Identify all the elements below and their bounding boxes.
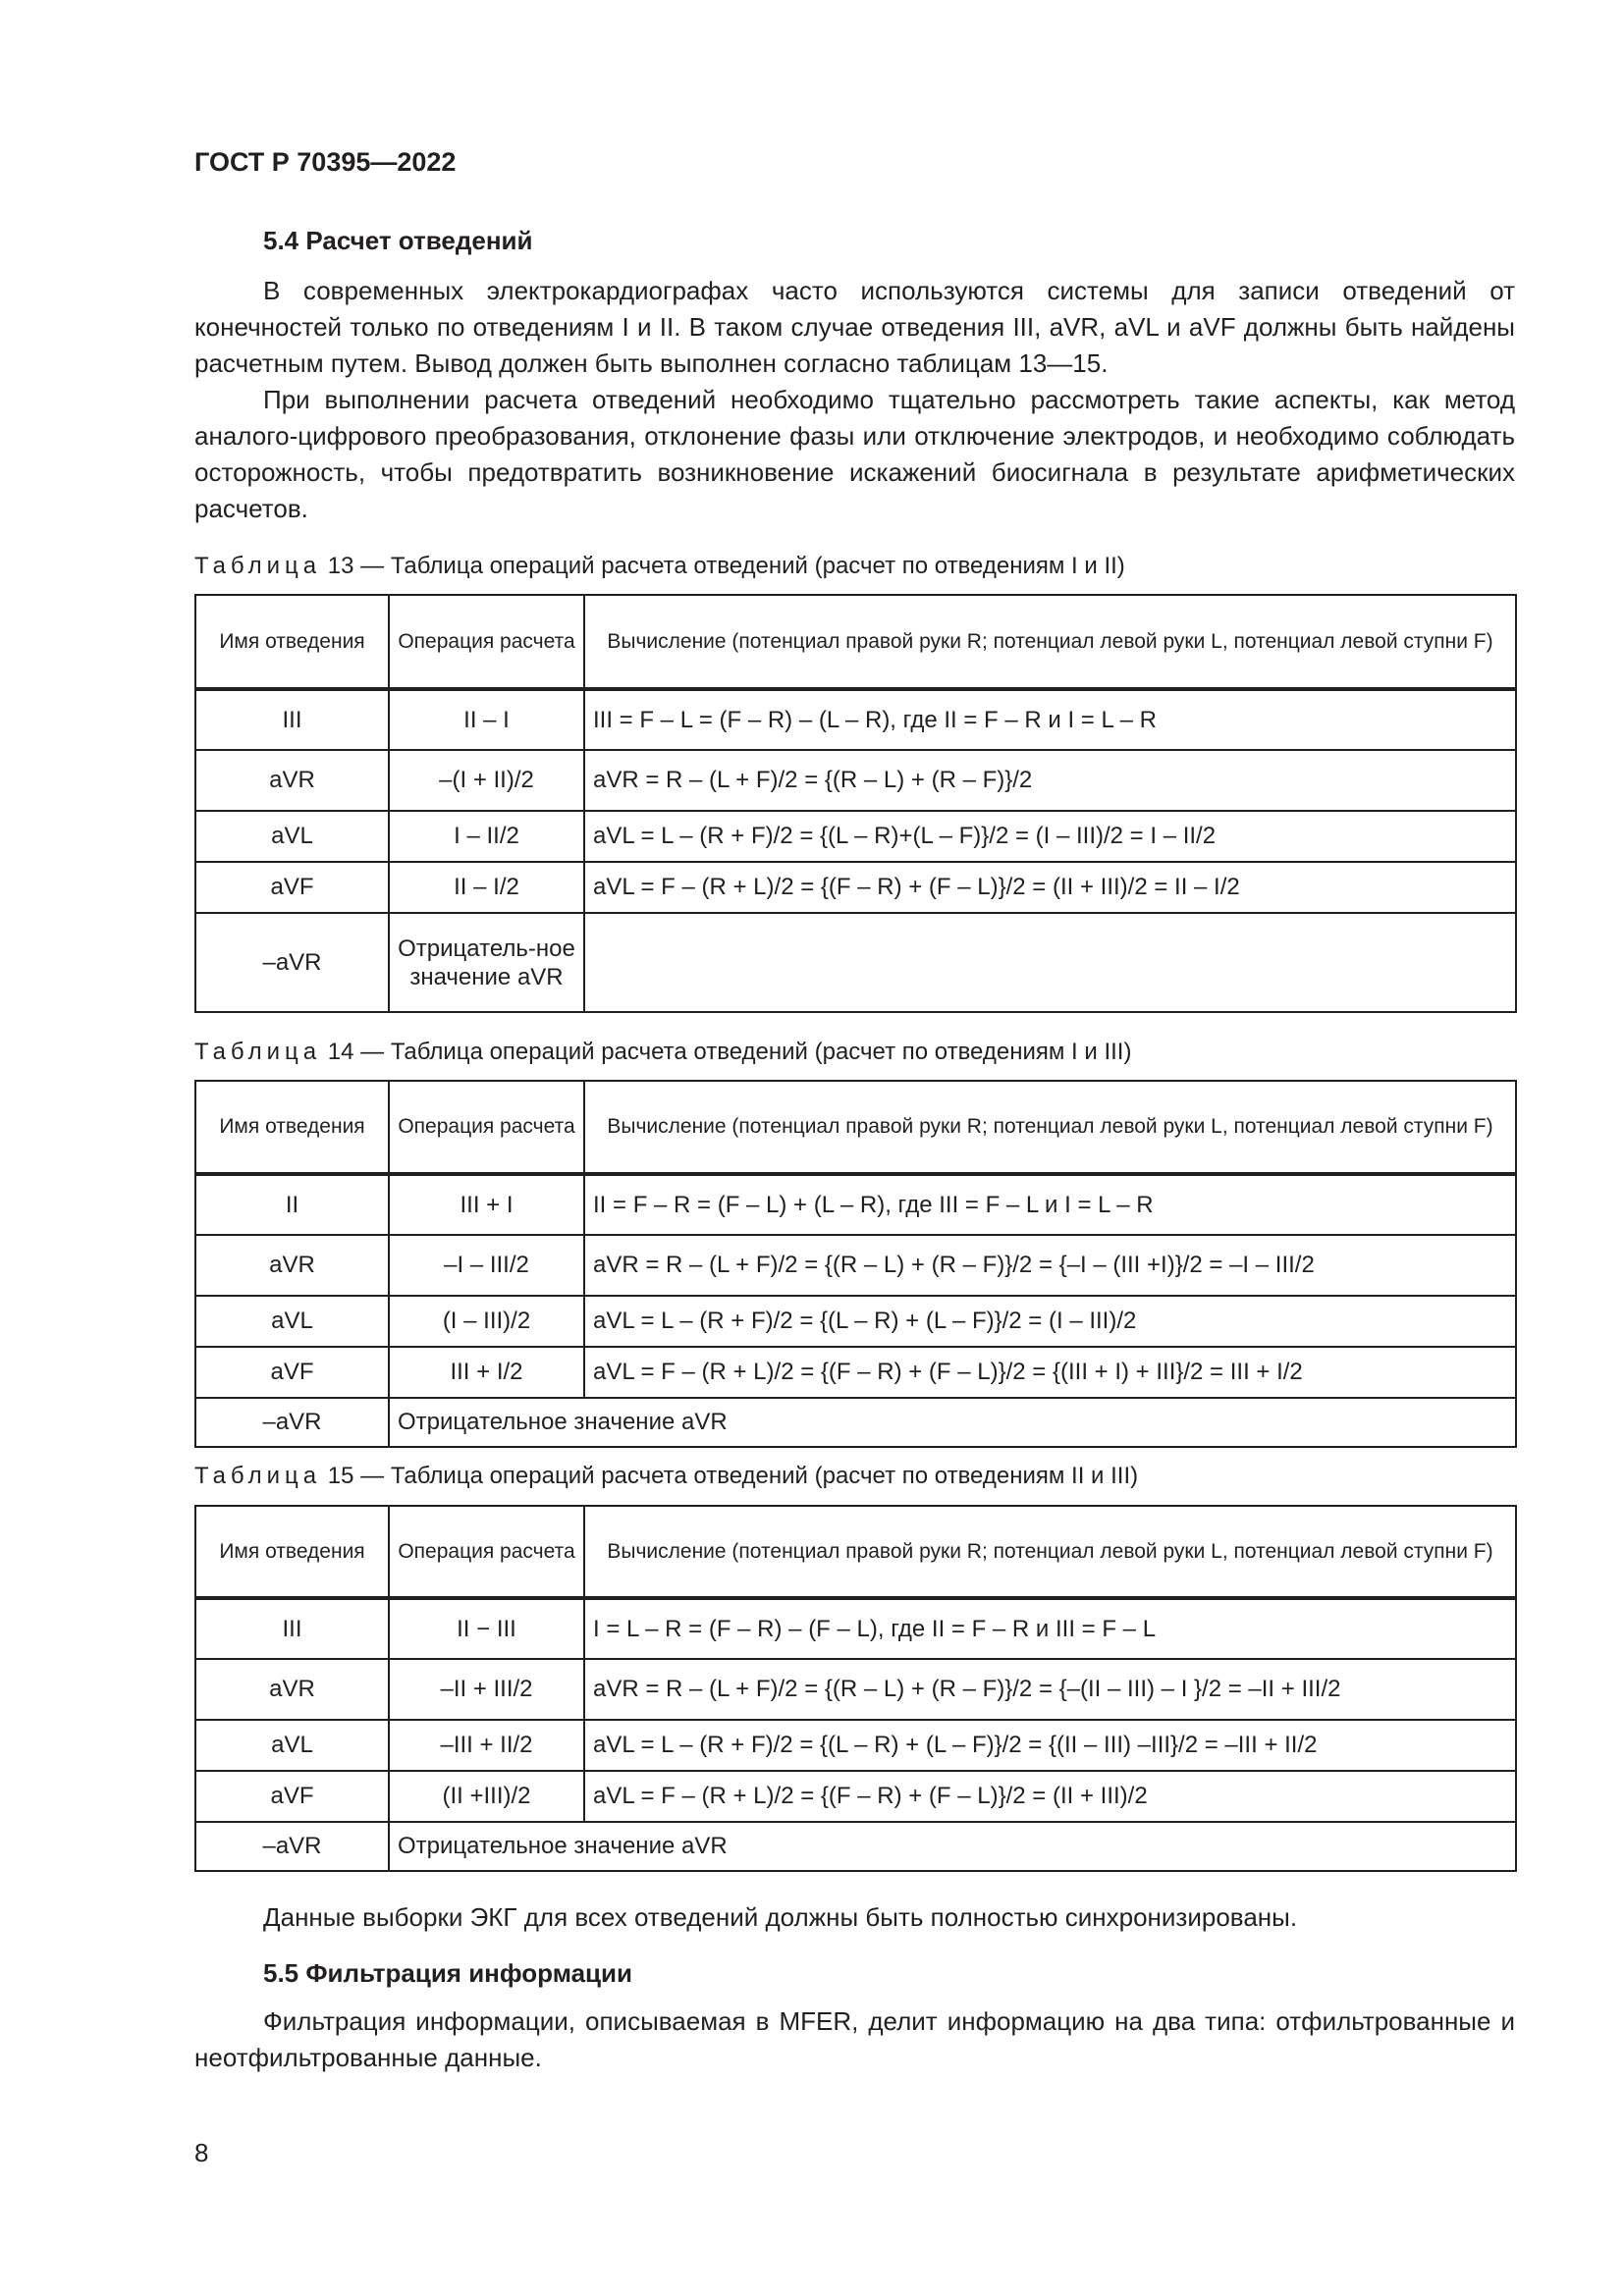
lead-calculation: III = F – L = (F – R) – (L – R), где II = F – R и I = L – R: [584, 689, 1516, 750]
table-13-caption: [194, 553, 1125, 580]
lead-operation: Отрицатель-ное значение aVR: [389, 913, 584, 1012]
table-15: [194, 1505, 1517, 1872]
lead-name: III: [195, 689, 389, 750]
section-5-5-title: 5.5 Фильтрация информации: [263, 1958, 633, 1988]
col-header-op: Операция расчета: [389, 595, 584, 689]
table-14-caption: [194, 1039, 1131, 1066]
lead-calculation: aVR = R – (L + F)/2 = {(R – L) + (R – F)}/2: [584, 750, 1516, 811]
lead-operation: II – I/2: [389, 862, 584, 913]
table-row: [195, 1598, 1516, 1659]
table-15-label: Таблица: [194, 1463, 322, 1489]
table-15-caption: [194, 1463, 1138, 1490]
table-header-row: [195, 1506, 1516, 1598]
table-row: [195, 1347, 1516, 1398]
lead-operation: Отрицательное значение aVR: [389, 1398, 1516, 1447]
lead-calculation: aVL = L – (R + F)/2 = {(L – R)+(L – F)}/2 = (I – III)/2 = I – II/2: [584, 811, 1516, 862]
table-row: [195, 862, 1516, 913]
lead-name: –aVR: [195, 913, 389, 1012]
lead-operation: II − III: [389, 1598, 584, 1659]
lead-calculation: aVR = R – (L + F)/2 = {(R – L) + (R – F)}/2 = {–(II – III) – I }/2 = –II + III/2: [584, 1659, 1516, 1720]
lead-operation: –I – III/2: [389, 1235, 584, 1296]
lead-operation: –II + III/2: [389, 1659, 584, 1720]
lead-operation: (II +III)/2: [389, 1771, 584, 1822]
table-header-row: [195, 1081, 1516, 1174]
table-row: [195, 1822, 1516, 1871]
table-row: [195, 1659, 1516, 1720]
section-5-4-paragraph-1: В современных электрокардиографах часто используются системы для записи отведений от конечностей только по отведениям I и II. В таком случае отведения III, aVR, aVL и aVF должны быть найдены расчетным путем. Вывод должен быть выполнен согласно таблицам 13—15.: [194, 276, 1515, 378]
lead-name: aVL: [195, 1296, 389, 1347]
table-row: [195, 1235, 1516, 1296]
table-row: [195, 1174, 1516, 1235]
table-13-title: 13 — Таблица операций расчета отведений (расчет по отведениям I и II): [327, 553, 1125, 579]
table-row: [195, 913, 1516, 1012]
lead-name: –aVR: [195, 1822, 389, 1871]
col-header-name: Имя отведения: [195, 1081, 389, 1174]
lead-calculation: aVR = R – (L + F)/2 = {(R – L) + (R – F)}/2 = {–I – (III +I)}/2 = –I – III/2: [584, 1235, 1516, 1296]
lead-calculation: aVL = F – (R + L)/2 = {(F – R) + (F – L)}/2 = {(III + I) + III}/2 = III + I/2: [584, 1347, 1516, 1398]
lead-calculation: II = F – R = (F – L) + (L – R), где III = F – L и I = L – R: [584, 1174, 1516, 1235]
lead-name: –aVR: [195, 1398, 389, 1447]
table-13: [194, 594, 1517, 1013]
lead-operation: –(I + II)/2: [389, 750, 584, 811]
col-header-name: Имя отведения: [195, 595, 389, 689]
page-number: 8: [194, 2138, 209, 2167]
table-row: [195, 811, 1516, 862]
table-row: [195, 750, 1516, 811]
lead-calculation: aVL = L – (R + F)/2 = {(L – R) + (L – F)}/2 = (I – III)/2: [584, 1296, 1516, 1347]
col-header-op: Операция расчета: [389, 1506, 584, 1598]
lead-operation: –III + II/2: [389, 1720, 584, 1771]
lead-name: aVR: [195, 1235, 389, 1296]
lead-calculation: aVL = F – (R + L)/2 = {(F – R) + (F – L)}/2 = (II + III)/2 = II – I/2: [584, 862, 1516, 913]
lead-calculation: aVL = F – (R + L)/2 = {(F – R) + (F – L)}/2 = (II + III)/2: [584, 1771, 1516, 1822]
lead-operation: (I – III)/2: [389, 1296, 584, 1347]
lead-operation: I – II/2: [389, 811, 584, 862]
table-14-title: 14 — Таблица операций расчета отведений (расчет по отведениям I и III): [327, 1039, 1132, 1065]
lead-name: aVF: [195, 862, 389, 913]
col-header-op: Операция расчета: [389, 1081, 584, 1174]
lead-operation: III + I: [389, 1174, 584, 1235]
section-5-4-paragraph-2: При выполнении расчета отведений необходимо тщательно рассмотреть такие аспекты, как метод аналого-цифрового преобразования, отклонение фазы или отключение электродов, и необходимо соблюдать осторожность, чтобы предотвратить возникновение искажений биосигнала в результате арифметических расчетов.: [194, 385, 1515, 523]
lead-calculation: I = L – R = (F – R) – (F – L), где II = F – R и III = F – L: [584, 1598, 1516, 1659]
table-15-title: 15 — Таблица операций расчета отведений (расчет по отведениям II и III): [327, 1463, 1139, 1489]
lead-operation: II – I: [389, 689, 584, 750]
table-row: [195, 1720, 1516, 1771]
table-14-label: Таблица: [194, 1039, 322, 1065]
lead-name: III: [195, 1598, 389, 1659]
lead-name: aVR: [195, 750, 389, 811]
table-14: [194, 1080, 1517, 1448]
section-5-4-title: 5.4 Расчет отведений: [263, 226, 533, 255]
col-header-name: Имя отведения: [195, 1506, 389, 1598]
table-row: [195, 1398, 1516, 1447]
lead-name: aVL: [195, 811, 389, 862]
table-header-row: [195, 595, 1516, 689]
lead-name: aVL: [195, 1720, 389, 1771]
section-5-5-paragraph: Фильтрация информации, описываемая в MFER, делит информацию на два типа: отфильтрованные и неотфильтрованные данные.: [194, 2006, 1515, 2072]
col-header-calc: Вычисление (потенциал правой руки R; потенциал левой руки L, потенциал левой ступни F): [584, 1081, 1516, 1174]
col-header-calc: Вычисление (потенциал правой руки R; потенциал левой руки L, потенциал левой ступни F): [584, 595, 1516, 689]
col-header-calc: Вычисление (потенциал правой руки R; потенциал левой руки L, потенциал левой ступни F): [584, 1506, 1516, 1598]
lead-name: aVF: [195, 1347, 389, 1398]
lead-calculation: [584, 913, 1516, 1012]
table-row: [195, 1771, 1516, 1822]
sync-paragraph: Данные выборки ЭКГ для всех отведений должны быть полностью синхронизированы.: [263, 1902, 1298, 1932]
lead-operation: Отрицательное значение aVR: [389, 1822, 1516, 1871]
document-header: ГОСТ Р 70395—2022: [194, 147, 457, 177]
table-13-label: Таблица: [194, 553, 322, 579]
table-row: [195, 1296, 1516, 1347]
lead-name: aVR: [195, 1659, 389, 1720]
lead-name: aVF: [195, 1771, 389, 1822]
lead-calculation: aVL = L – (R + F)/2 = {(L – R) + (L – F)}/2 = {(II – III) –III}/2 = –III + II/2: [584, 1720, 1516, 1771]
lead-name: II: [195, 1174, 389, 1235]
table-row: [195, 689, 1516, 750]
lead-operation: III + I/2: [389, 1347, 584, 1398]
